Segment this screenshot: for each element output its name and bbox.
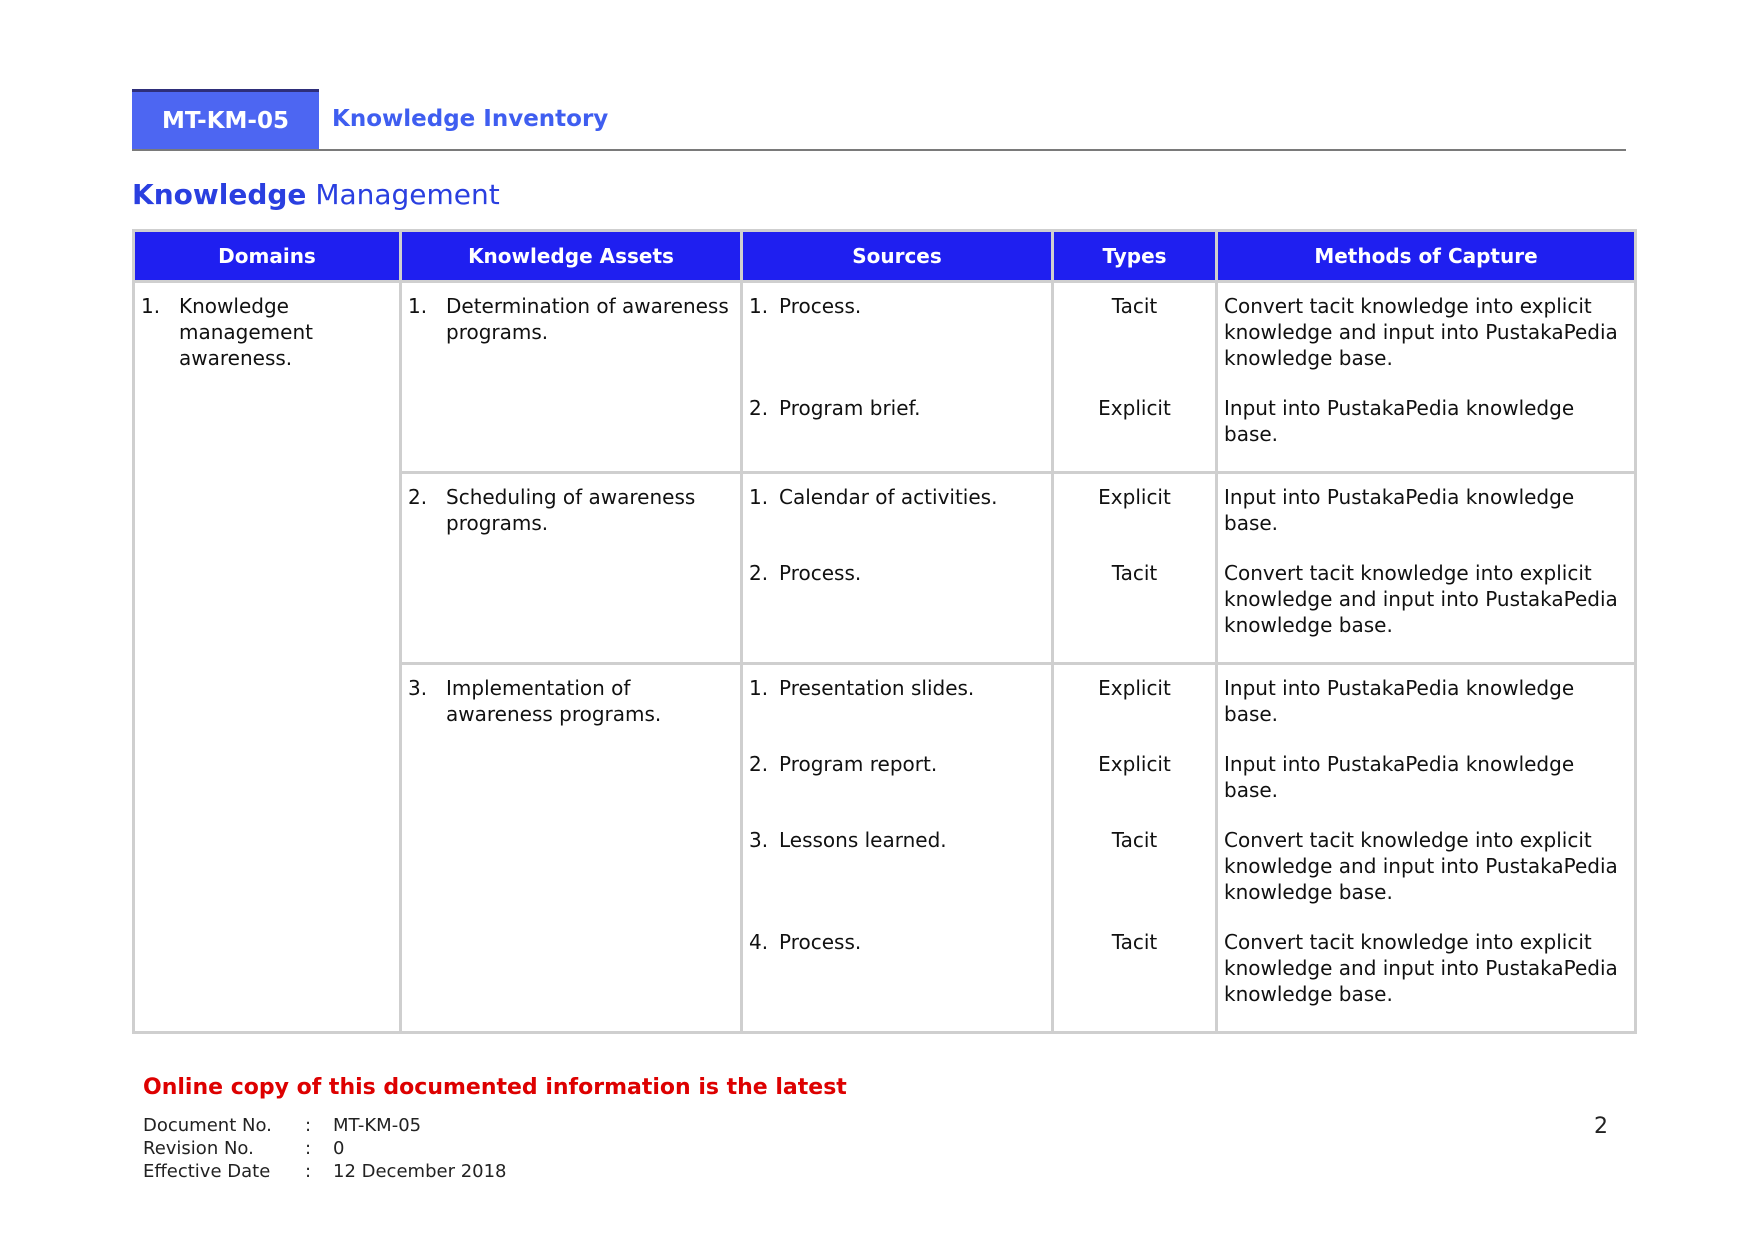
source-text: Program brief.: [779, 396, 921, 420]
type-value: Tacit: [1111, 294, 1158, 318]
source-number: 2.: [749, 396, 769, 420]
column-header-types: Types: [1053, 231, 1217, 282]
method-text: Input into PustakaPedia knowledge base.: [1224, 485, 1575, 535]
knowledge-inventory-table: [132, 229, 1637, 1034]
asset-number: 3.: [408, 676, 428, 700]
sources-cell: [742, 282, 1053, 473]
metadata-row: [143, 1160, 507, 1183]
asset-text: Implementation of awareness programs.: [446, 676, 662, 726]
asset-number: 1.: [408, 294, 428, 318]
section-title-light: Management: [315, 178, 500, 211]
type-value: Explicit: [1098, 485, 1171, 509]
asset-text: Determination of awareness programs.: [446, 294, 729, 344]
column-header-methods-of-capture: Methods of Capture: [1217, 231, 1636, 282]
type-value: Explicit: [1098, 676, 1171, 700]
method-text: Convert tacit knowledge into explicit knowledge and input into PustakaPedia knowledge base.: [1224, 294, 1618, 370]
source-number: 1.: [749, 485, 769, 509]
metadata-row: [143, 1137, 507, 1160]
types-cell: [1053, 473, 1217, 664]
section-title: [132, 178, 500, 211]
metadata-value: MT-KM-05: [333, 1115, 422, 1136]
domain-text: Knowledge management awareness.: [179, 294, 313, 370]
metadata-key: Effective Date: [143, 1161, 271, 1182]
metadata-separator: :: [305, 1115, 312, 1136]
table-row: [134, 282, 1636, 473]
column-header-domains: Domains: [134, 231, 401, 282]
method-text: Input into PustakaPedia knowledge base.: [1224, 752, 1575, 802]
methods-cell: [1217, 473, 1636, 664]
source-number: 2.: [749, 752, 769, 776]
metadata-separator: :: [305, 1138, 312, 1159]
domain-cell: [134, 282, 401, 1033]
asset-cell: [401, 473, 742, 664]
source-text: Process.: [779, 561, 862, 585]
source-text: Process.: [779, 930, 862, 954]
type-value: Tacit: [1111, 828, 1158, 852]
metadata-value: 0: [333, 1138, 345, 1159]
column-header-knowledge-assets: Knowledge Assets: [401, 231, 742, 282]
source-number: 4.: [749, 930, 769, 954]
type-value: Explicit: [1098, 752, 1171, 776]
source-text: Program report.: [779, 752, 938, 776]
asset-cell: [401, 282, 742, 473]
source-number: 3.: [749, 828, 769, 852]
methods-cell: [1217, 282, 1636, 473]
column-header-sources: Sources: [742, 231, 1053, 282]
type-value: Tacit: [1111, 561, 1158, 585]
metadata-key: Revision No.: [143, 1138, 254, 1159]
types-cell: [1053, 282, 1217, 473]
source-number: 2.: [749, 561, 769, 585]
domain-number: 1.: [141, 294, 161, 318]
source-text: Presentation slides.: [779, 676, 975, 700]
sources-cell: [742, 664, 1053, 1033]
source-text: Calendar of activities.: [779, 485, 998, 509]
document-metadata: [143, 1114, 507, 1183]
method-text: Input into PustakaPedia knowledge base.: [1224, 396, 1575, 446]
sources-cell: [742, 473, 1053, 664]
type-value: Tacit: [1111, 930, 1158, 954]
method-text: Convert tacit knowledge into explicit knowledge and input into PustakaPedia knowledge base.: [1224, 561, 1618, 637]
table-header-row: [134, 231, 1636, 282]
source-text: Lessons learned.: [779, 828, 947, 852]
page-number: 2: [1594, 1114, 1608, 1139]
method-text: Convert tacit knowledge into explicit knowledge and input into PustakaPedia knowledge base.: [1224, 930, 1618, 1006]
method-text: Input into PustakaPedia knowledge base.: [1224, 676, 1575, 726]
metadata-row: [143, 1114, 507, 1137]
source-text: Process.: [779, 294, 862, 318]
document-title: Knowledge Inventory: [332, 106, 609, 132]
asset-number: 2.: [408, 485, 428, 509]
section-title-bold: Knowledge: [132, 178, 307, 211]
online-copy-notice: Online copy of this documented information is the latest: [143, 1075, 847, 1100]
metadata-separator: :: [305, 1161, 312, 1182]
document-header: [132, 89, 1626, 151]
source-number: 1.: [749, 294, 769, 318]
asset-cell: [401, 664, 742, 1033]
metadata-value: 12 December 2018: [333, 1161, 507, 1182]
methods-cell: [1217, 664, 1636, 1033]
type-value: Explicit: [1098, 396, 1171, 420]
method-text: Convert tacit knowledge into explicit knowledge and input into PustakaPedia knowledge base.: [1224, 828, 1618, 904]
document-code-badge: MT-KM-05: [132, 89, 319, 149]
types-cell: [1053, 664, 1217, 1033]
asset-text: Scheduling of awareness programs.: [446, 485, 696, 535]
source-number: 1.: [749, 676, 769, 700]
metadata-key: Document No.: [143, 1115, 272, 1136]
